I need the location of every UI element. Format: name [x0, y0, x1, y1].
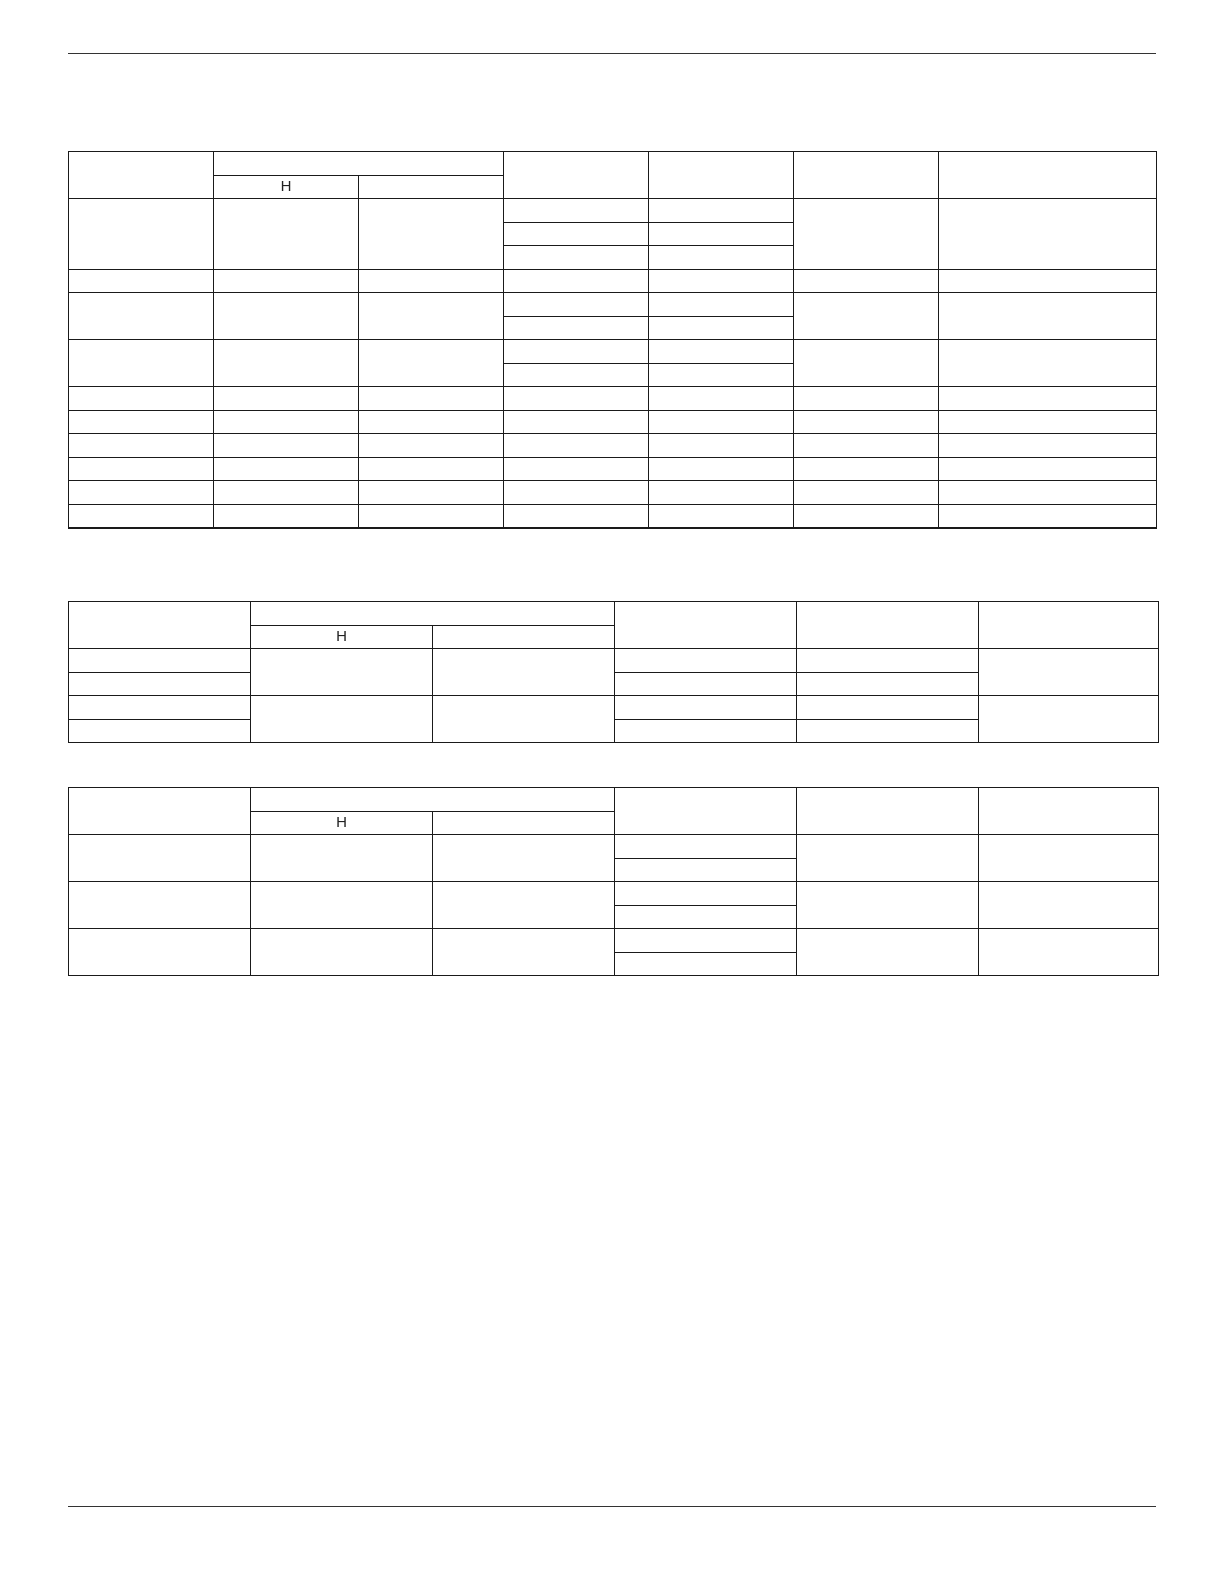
table-row — [69, 929, 1159, 953]
table-row — [69, 481, 1157, 505]
table-row — [69, 293, 1157, 317]
table-row — [69, 882, 1159, 906]
footer-rule — [68, 1506, 1156, 1507]
table-row — [69, 696, 1159, 720]
table-row — [69, 199, 1157, 223]
table-row — [69, 602, 1159, 626]
table-row — [69, 269, 1157, 293]
table-1 — [68, 151, 1157, 529]
table-row — [69, 410, 1157, 434]
table-row — [69, 340, 1157, 364]
table-row — [69, 835, 1159, 859]
table-row — [69, 649, 1159, 673]
table-2 — [68, 601, 1159, 743]
column-subheader: H — [251, 625, 433, 649]
column-subheader: H — [251, 811, 433, 835]
table-row — [69, 504, 1157, 528]
table-row — [69, 457, 1157, 481]
table-3 — [68, 787, 1159, 976]
table-row — [69, 788, 1159, 812]
table-row — [69, 152, 1157, 176]
table-row — [69, 434, 1157, 458]
column-subheader: H — [214, 175, 359, 199]
table-row — [69, 387, 1157, 411]
header-rule — [68, 53, 1156, 54]
